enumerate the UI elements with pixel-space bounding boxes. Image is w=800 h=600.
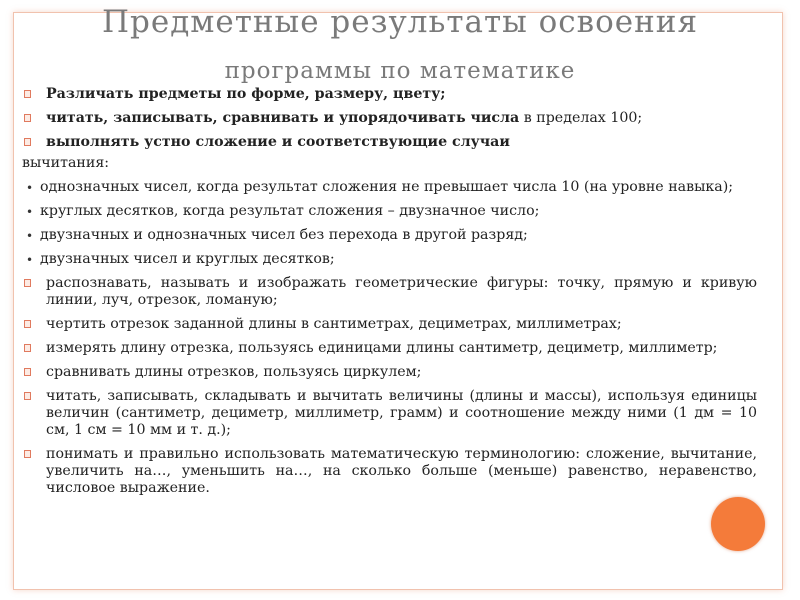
list-item xyxy=(22,251,757,268)
content-list xyxy=(22,86,757,504)
slide-title-line1: Предметные результаты освоения xyxy=(101,4,699,40)
list-item xyxy=(22,446,757,497)
item-text: читать, записывать, складывать и вычитать величины (длины и массы), используя единицы величин (сантиметр, дециметр, миллиметр, грамм) и соотношение между ними (1 дм = 10 см, 1 см = 10 мм и т. д.); xyxy=(46,388,757,438)
list-item xyxy=(22,364,757,381)
item-text: однозначных чисел, когда результат сложения не превышает числа 10 (на уровне навыка); xyxy=(40,179,734,195)
list-item xyxy=(22,340,757,357)
square-bullet-icon xyxy=(24,344,31,352)
item-text: в пределах 100; xyxy=(519,110,643,126)
square-bullet-icon xyxy=(24,90,31,98)
item-bold-text: Различать предметы по форме, размеру, цвету; xyxy=(46,86,446,102)
item-text: вычитания: xyxy=(22,155,110,171)
item-text: двузначных чисел и круглых десятков; xyxy=(40,251,335,267)
slide-title-line2: программы по математике xyxy=(224,58,576,84)
square-bullet-icon xyxy=(24,279,31,287)
square-bullet-icon xyxy=(24,450,31,458)
list-item xyxy=(22,203,757,220)
list-item xyxy=(22,388,757,439)
square-bullet-icon xyxy=(24,138,31,146)
item-text: двузначных и однозначных чисел без перехода в другой разряд; xyxy=(40,227,528,243)
dot-bullet-icon: • xyxy=(26,205,34,219)
item-text: измерять длину отрезка, пользуясь единицами длины сантиметр, дециметр, миллиметр; xyxy=(46,340,718,356)
item-text: чертить отрезок заданной длины в сантиметрах, дециметрах, миллиметрах; xyxy=(46,316,622,332)
item-bold-text: выполнять устно сложение и соответствующие случаи xyxy=(46,134,510,150)
square-bullet-icon xyxy=(24,114,31,122)
list-item xyxy=(22,179,757,196)
orange-circle-icon xyxy=(711,497,765,551)
item-text: круглых десятков, когда результат сложения – двузначное число; xyxy=(40,203,540,219)
list-item xyxy=(22,316,757,333)
square-bullet-icon xyxy=(24,368,31,376)
square-bullet-icon xyxy=(24,320,31,328)
dot-bullet-icon: • xyxy=(26,181,34,195)
list-item xyxy=(22,134,757,151)
list-item xyxy=(22,86,757,103)
item-bold-text: читать, записывать, сравнивать и упорядочивать числа xyxy=(46,110,520,126)
list-item xyxy=(22,275,757,309)
dot-bullet-icon: • xyxy=(26,253,34,267)
list-item xyxy=(22,227,757,244)
dot-bullet-icon: • xyxy=(26,229,34,243)
list-item xyxy=(22,155,757,172)
list-item xyxy=(22,110,757,127)
item-text: распознавать, называть и изображать геометрические фигуры: точку, прямую и кривую линии, луч, отрезок, ломаную; xyxy=(46,275,757,308)
square-bullet-icon xyxy=(24,392,31,400)
item-text: сравнивать длины отрезков, пользуясь циркулем; xyxy=(46,364,422,380)
item-text: понимать и правильно использовать математическую терминологию: сложение, вычитание, увеличить на…, уменьшить на…, на сколько больше (меньше) равенство, неравенство, числовое выражение. xyxy=(46,446,757,496)
